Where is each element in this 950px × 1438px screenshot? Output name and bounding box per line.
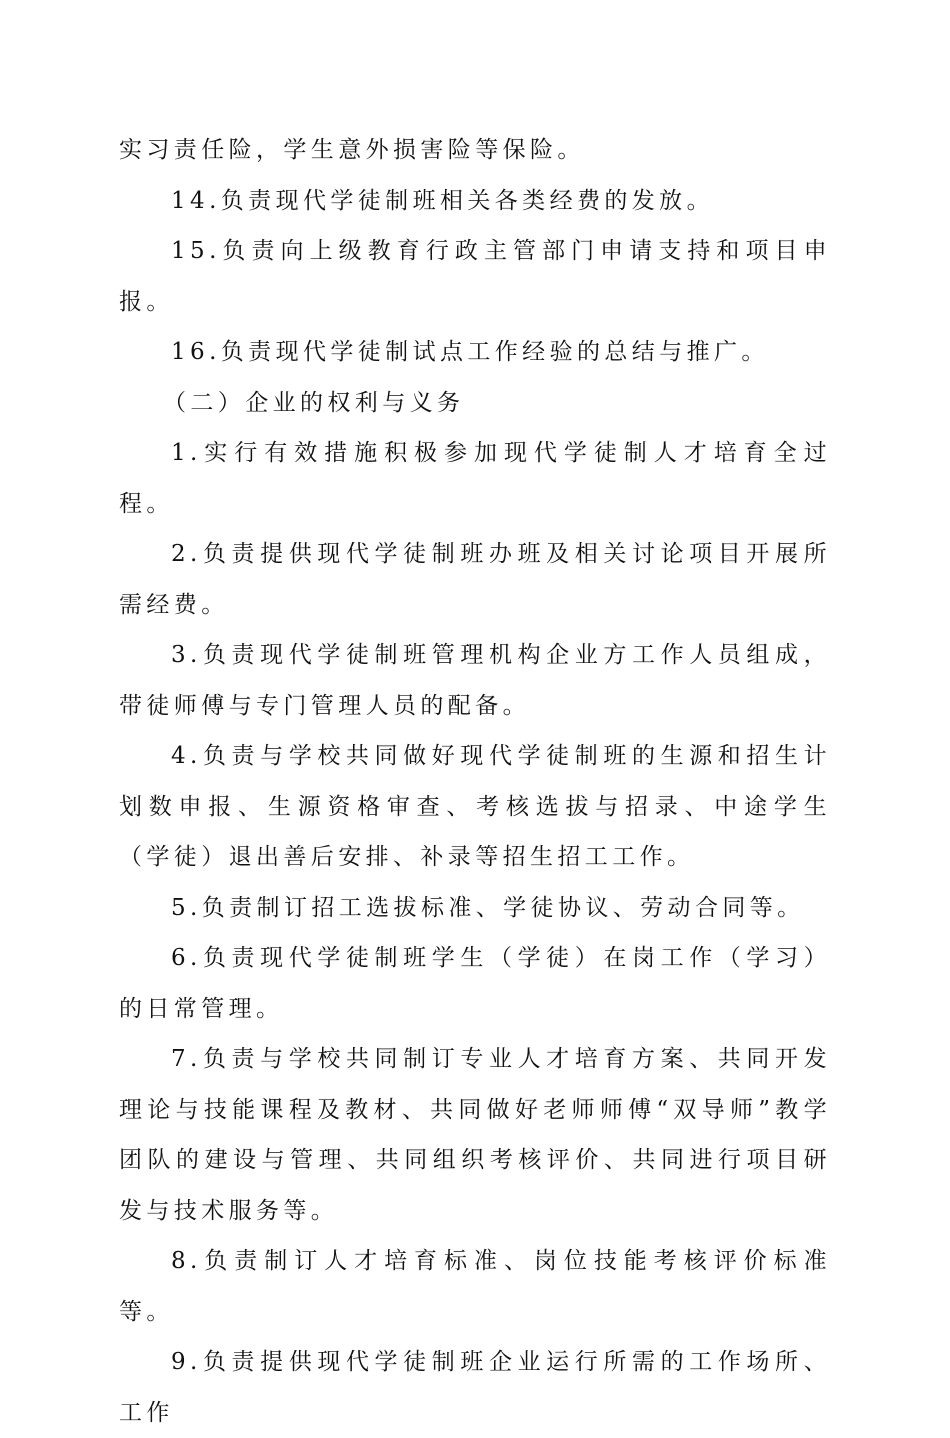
paragraph-continuation: 实习责任险，学生意外损害险等保险。 — [119, 137, 585, 163]
paragraph-enterprise-item-3: 3.负责现代学徒制班管理机构企业方工作人员组成，带徒师傅与专门管理人员的配备。 — [119, 642, 831, 719]
paragraph-enterprise-item-2: 2.负责提供现代学徒制班办班及相关讨论项目开展所需经费。 — [119, 541, 831, 618]
section-heading-enterprise: （二）企业的权利与义务 — [163, 389, 465, 416]
paragraph-enterprise-item-5: 5.负责制订招工选拔标准、学徒协议、劳动合同等。 — [171, 894, 805, 921]
paragraph-item-14: 14.负责现代学徒制班相关各类经费的发放。 — [171, 187, 714, 214]
paragraph-enterprise-item-4: 4.负责与学校共同做好现代学徒制班的生源和招生计划数申报、生源资格审查、考核选拔与招录、中途学生（学徒）退出善后安排、补录等招生招工工作。 — [119, 743, 831, 870]
paragraph-enterprise-item-9: 9.负责提供现代学徒制班企业运行所需的工作场所、工作 — [119, 1349, 831, 1426]
paragraph-item-16: 16.负责现代学徒制试点工作经验的总结与推广。 — [171, 339, 769, 365]
paragraph-enterprise-item-6: 6.负责现代学徒制班学生（学徒）在岗工作（学习）的日常管理。 — [119, 945, 831, 1022]
paragraph-enterprise-item-8: 8.负责制订人才培育标准、岗位技能考核评价标准等。 — [119, 1248, 831, 1325]
paragraph-enterprise-item-1: 1.实行有效措施积极参加现代学徒制人才培育全过程。 — [119, 440, 831, 517]
paragraph-enterprise-item-7: 7.负责与学校共同制订专业人才培育方案、共同开发理论与技能课程及教材、共同做好老师师傅“双导师”教学团队的建设与管理、共同组织考核评价、共同进行项目研发与技术服务等。 — [119, 1046, 831, 1224]
paragraph-item-15: 15.负责向上级教育行政主管部门申请支持和项目申报。 — [119, 238, 831, 315]
document-body — [119, 125, 831, 1438]
